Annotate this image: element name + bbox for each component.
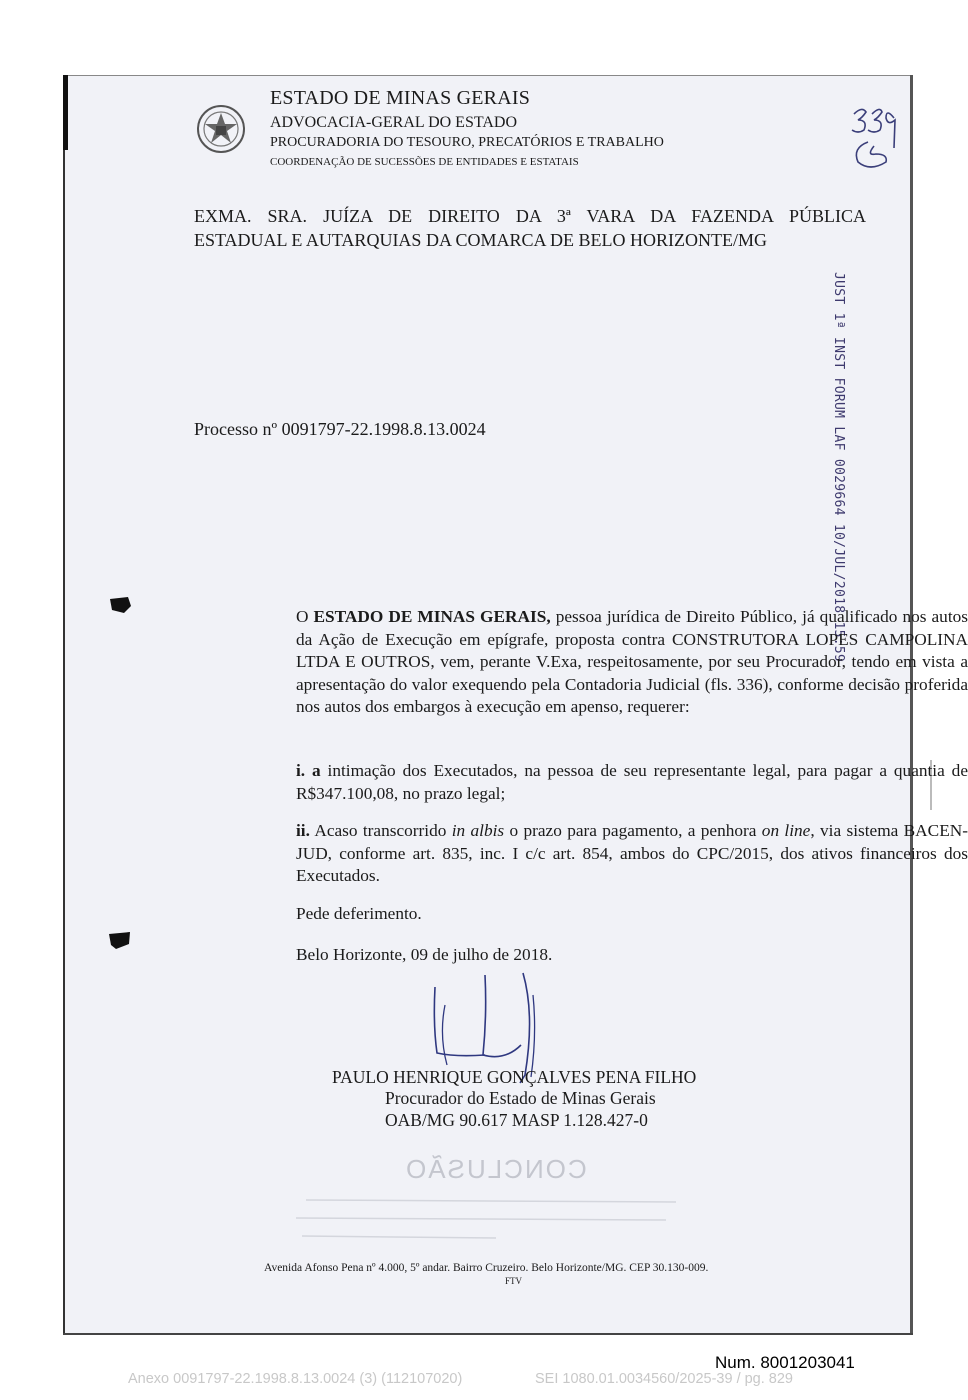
- header-advocacia: ADVOCACIA-GERAL DO ESTADO: [270, 114, 517, 131]
- page-edge-left-dark: [63, 75, 68, 150]
- header-coordenacao: COORDENAÇÃO DE SUCESSÕES DE ENTIDADES E ESTATAIS: [270, 156, 579, 168]
- document-number: Num. 8001203041: [715, 1353, 855, 1372]
- header-procuradoria: PROCURADORIA DO TESOURO, PRECATÓRIOS E TRABALHO: [270, 135, 664, 150]
- bleed-through-text: [296, 1190, 686, 1250]
- punch-hole-mark: [108, 596, 132, 614]
- body-paragraph-1: O ESTADO DE MINAS GERAIS, pessoa jurídica de Direito Público, já qualificado nos autos da Ação de Execução em epígrafe, proposta contra CONSTRUTORA LOPES CAMPOLINA LTDA E OUTROS, vem, perante V.Exa, respeitosamente, por seu Procurador, tendo em vista a apresentação do valor exequendo pela Contadoria Judicial (fls. 336), conforme decisão proferida nos autos dos embargos à execução em apenso, requerer:: [296, 607, 968, 717]
- punch-hole-mark: [108, 930, 132, 950]
- bleed-through-stamp: CONCLUSÃO: [404, 1154, 587, 1184]
- addressee-line-2: ESTADUAL E AUTARQUIAS DA COMARCA DE BELO HORIZONTE/MG: [194, 230, 767, 250]
- footer-address: Avenida Afonso Pena nº 4.000, 5º andar. Bairro Cruzeiro. Belo Horizonte/MG. CEP 30.130-009.: [264, 1262, 709, 1274]
- coat-of-arms-icon: [196, 104, 246, 154]
- sei-reference: SEI 1080.01.0034560/2025-39 / pg. 829: [535, 1371, 793, 1387]
- attachment-reference: Anexo 0091797-22.1998.8.13.0024 (3) (112107020): [128, 1371, 463, 1387]
- request-item-i: i. a intimação dos Executados, na pessoa de seu representante legal, para pagar a quantia de R$347.100,08, no prazo legal;: [296, 761, 968, 803]
- request-item-ii: ii. Acaso transcorrido in albis o prazo para pagamento, a penhora on line, via sistema BACEN-JUD, conforme art. 835, inc. I c/c art. 854, ambos do CPC/2015, dos ativos financeiros dos Executados.: [296, 821, 968, 886]
- page-edge-bottom: [63, 1333, 913, 1335]
- closing-request: Pede deferimento.: [296, 904, 422, 923]
- signatory-registration: OAB/MG 90.617 MASP 1.128.427-0: [385, 1110, 648, 1130]
- footer-initials: FTV: [505, 1276, 523, 1286]
- addressee-line-1: EXMA. SRA. JUÍZA DE DIREITO DA 3ª VARA DA FAZENDA PÚBLICA: [194, 206, 866, 226]
- process-number: Processo nº 0091797-22.1998.8.13.0024: [194, 419, 486, 439]
- handwritten-page-number: [848, 100, 898, 175]
- header-state: ESTADO DE MINAS GERAIS: [270, 87, 531, 109]
- signatory-name: PAULO HENRIQUE GONÇALVES PENA FILHO: [332, 1067, 697, 1087]
- protocol-stamp: JUST 1ª INST FORUM LAF 0029664 10/JUL/2018 15:59: [831, 272, 846, 663]
- page-edge-left: [63, 150, 65, 1335]
- place-and-date: Belo Horizonte, 09 de julho de 2018.: [296, 945, 553, 964]
- signatory-role: Procurador do Estado de Minas Gerais: [385, 1088, 656, 1108]
- page-edge-top: [63, 75, 913, 76]
